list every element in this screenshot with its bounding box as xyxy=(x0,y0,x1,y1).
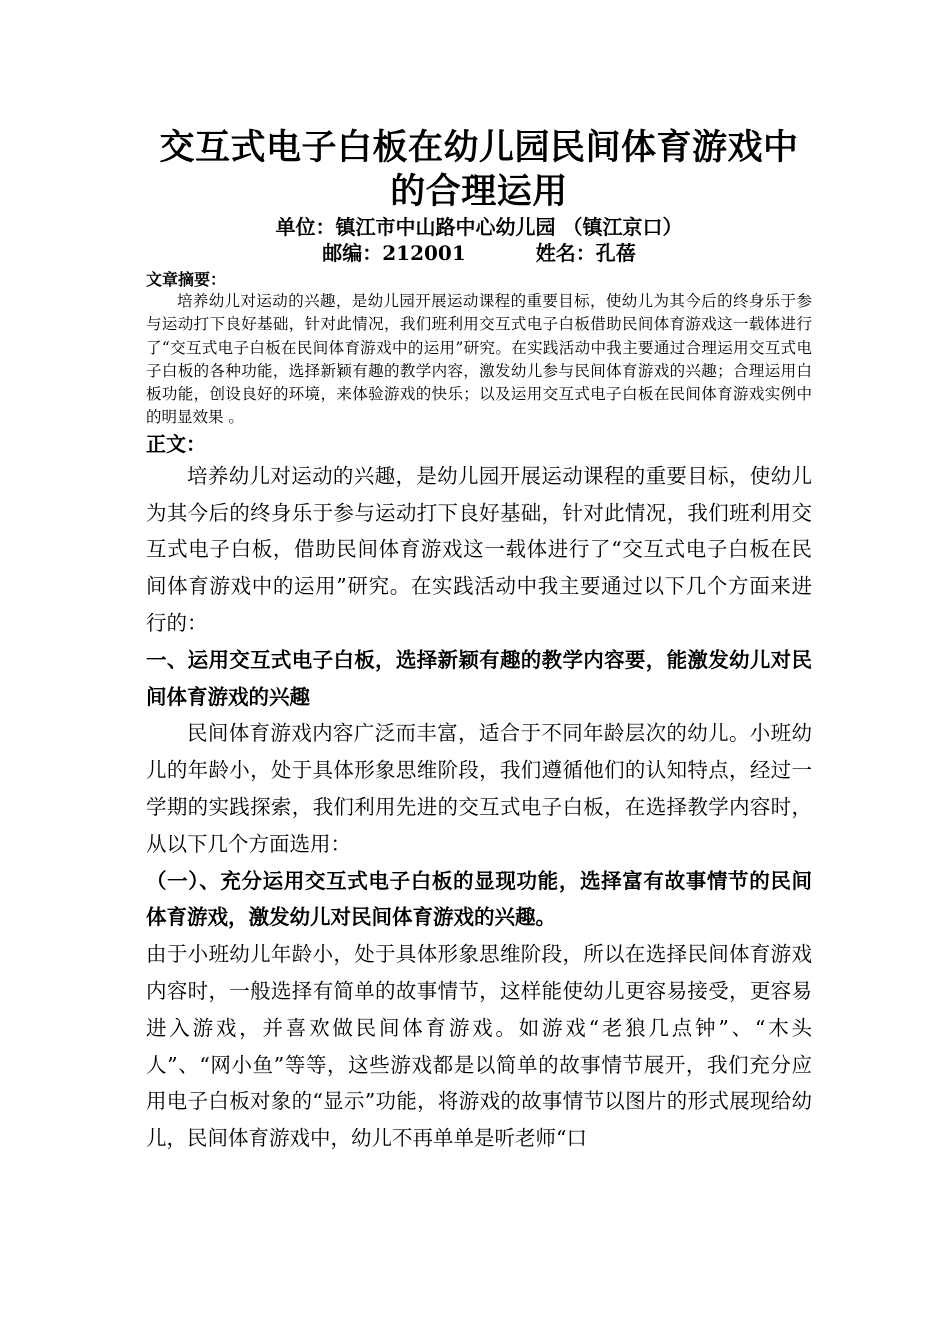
document-title xyxy=(146,126,812,214)
intro-paragraph: 培养幼儿对运动的兴趣，是幼儿园开展运动课程的重要目标，使幼儿为其今后的终身乐于参与运动打下良好基础，针对此情况，我们班利用交互式电子白板，借助民间体育游戏这一载体进行了“交互式电子白板在民间体育游戏中的运用”研究。在实践活动中我主要通过以下几个方面来进行的： xyxy=(146,463,812,635)
postcode: 邮编：212001 xyxy=(322,241,466,265)
body-label: 正文： xyxy=(146,431,206,456)
author-name: 姓名：孔蓓 xyxy=(535,241,636,265)
subsection-1-heading: （一）、充分运用交互式电子白板的显现功能，选择富有故事情节的民间体育游戏，激发幼儿对民间体育游戏的兴趣。 xyxy=(146,868,812,930)
section-1-heading: 一、运用交互式电子白板，选择新颖有趣的教学内容要，能激发幼儿对民间体育游戏的兴趣 xyxy=(146,647,812,709)
author-info-row xyxy=(146,240,812,266)
section-1-paragraph: 民间体育游戏内容广泛而丰富，适合于不同年龄层次的幼儿。小班幼儿的年龄小，处于具体形象思维阶段，我们遵循他们的认知特点，经过一学期的实践探索，我们利用先进的交互式电子白板，在选择教学内容时，从以下几个方面选用： xyxy=(146,721,812,856)
document-page xyxy=(146,126,812,1157)
abstract-text: 培养幼儿对运动的兴趣，是幼儿园开展运动课程的重要目标，使幼儿为其今后的终身乐于参与运动打下良好基础，针对此情况，我们班利用交互式电子白板借助民间体育游戏这一载体进行了“交互式电子白板在民间体育游戏中的运用”研究。在实践活动中我主要通过合理运用交互式电子白板的各种功能，选择新颖有趣的教学内容，激发幼儿参与民间体育游戏的兴趣；合理运用白板功能，创设良好的环境，来体验游戏的快乐；以及运用交互式电子白板在民间体育游戏实例中的明显效果 。 xyxy=(146,292,812,427)
title-line-1: 交互式电子白板在幼儿园民间体育游戏中 xyxy=(159,128,799,168)
author-unit: 单位：镇江市中山路中心幼儿园 （镇江京口） xyxy=(275,215,683,239)
abstract-label: 文章摘要： xyxy=(146,270,227,289)
subsection-1-paragraph: 由于小班幼儿年龄小，处于具体形象思维阶段，所以在选择民间体育游戏内容时，一般选择有简单的故事情节，这样能使幼儿更容易接受，更容易进入游戏，并喜欢做民间体育游戏。如游戏“老狼几点钟”、“木头人”、“网小鱼”等等，这些游戏都是以简单的故事情节展开，我们充分应用电子白板对象的“显示”功能，将游戏的故事情节以图片的形式展现给幼儿，民间体育游戏中，幼儿不再单单是听老师“口 xyxy=(146,942,812,1151)
title-line-2: 的合理运用 xyxy=(390,172,568,212)
